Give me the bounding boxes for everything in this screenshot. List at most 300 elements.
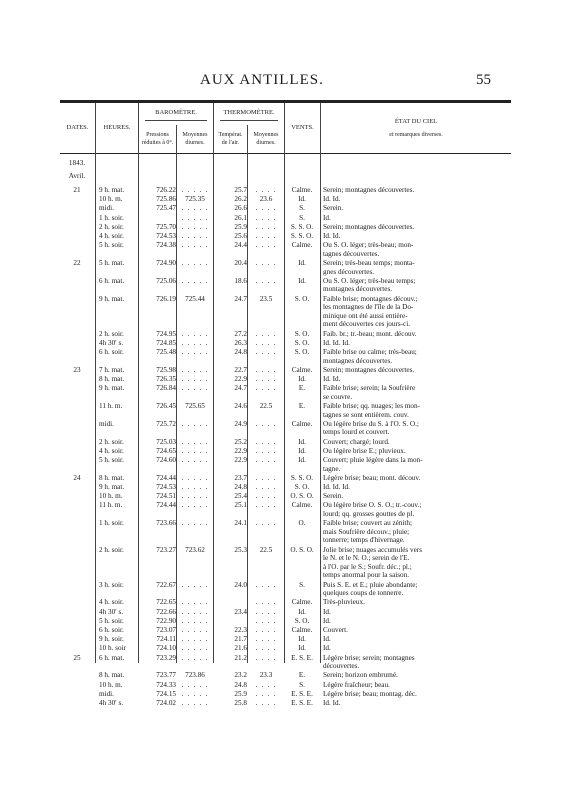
row-temp-mean: . . . .: [255, 375, 277, 383]
row-temperature: 25.1: [234, 501, 247, 510]
row-wind: Calme.: [291, 626, 313, 634]
row-hour: midi.: [99, 689, 114, 698]
row-pressure: 726.35: [156, 375, 176, 383]
row-pressure-mean: . . . . .: [181, 186, 209, 194]
row-pressure: 722.67: [156, 580, 176, 589]
row-temp-mean: 22.5: [259, 545, 273, 554]
row-state-line: montagnes découvertes.: [323, 285, 393, 294]
row-temperature: 22.9: [234, 456, 247, 464]
row-temp-mean: . . . .: [255, 456, 277, 464]
row-wind: Id.: [298, 195, 306, 204]
row-pressure: 724.53: [156, 483, 176, 491]
row-wind: Calme.: [291, 598, 313, 607]
row-state-line: Id. Id.: [323, 375, 341, 383]
row-temperature: 25.3: [234, 545, 247, 554]
row-hour: 11 h. m.: [99, 402, 123, 410]
row-hour: 11 h. m.: [99, 501, 123, 510]
header-etat: ÉTAT DU CIEL: [394, 118, 438, 125]
row-pressure-mean: . . . . .: [181, 607, 209, 616]
row-hour: 8 h. mat.: [99, 671, 125, 680]
row-pressure-mean: . . . . .: [181, 276, 209, 285]
row-pressure: 725.47: [156, 204, 176, 213]
row-temp-mean: . . . .: [255, 338, 277, 347]
row-pressure-mean: 725.44: [185, 294, 205, 303]
row-state-line: Id.: [323, 607, 331, 616]
row-temperature: 22.9: [234, 375, 247, 383]
row-wind: Calme.: [291, 241, 313, 250]
header-moyennes-t-2: diurnes.: [256, 140, 276, 146]
row-temperature: 21.6: [234, 644, 247, 653]
row-temp-mean: . . . .: [255, 241, 277, 250]
row-pressure: 724.85: [156, 338, 176, 347]
row-hour: 2 h. soir.: [99, 437, 124, 446]
row-date: 23: [73, 365, 81, 374]
page-number: 55: [476, 72, 491, 88]
row-pressure-mean: . . . . .: [181, 699, 209, 707]
header-pressions: Pressions: [146, 132, 169, 138]
row-temp-mean: . . . .: [255, 626, 277, 634]
row-wind: Id.: [298, 635, 306, 644]
row-pressure: 726.22: [156, 186, 176, 194]
row-temperature: 24.7: [234, 294, 247, 303]
header-pressions-2: réduites à 0°.: [141, 140, 174, 146]
row-pressure-mean: . . . . .: [181, 492, 209, 501]
row-temp-mean: . . . .: [255, 213, 277, 222]
row-pressure: 723.66: [156, 519, 176, 528]
row-state-line: Ou légère brise E.; pluvieux.: [323, 446, 406, 455]
row-temperature: 26.2: [234, 195, 247, 204]
row-wind: S. S. O.: [290, 232, 314, 240]
row-pressure-mean: . . . . .: [181, 446, 209, 455]
row-pressure: 726.19: [156, 294, 176, 303]
row-temperature: 24.7: [234, 384, 247, 393]
row-state-line: Faible brise; couvert au zénith;: [323, 519, 413, 528]
row-temperature: 24.9: [234, 419, 247, 428]
row-hour: 5 h. mat.: [99, 259, 125, 267]
thermometre-brace: [220, 120, 278, 121]
row-state-line: Ou légère brise du S. à l'O. S. O.;: [323, 419, 419, 428]
row-temperature: 23.7: [234, 473, 247, 482]
row-state-line: Faible brise; serein; la Soufrière: [323, 384, 416, 393]
row-pressure: 724.44: [156, 473, 176, 482]
row-state-line: Serein; montagnes découvertes.: [323, 186, 415, 194]
row-state-line: Serein.: [323, 204, 344, 213]
row-pressure-mean: . . . . .: [181, 626, 209, 634]
row-wind: S.: [299, 580, 305, 589]
header-temperat-2: de l'air.: [221, 140, 240, 146]
row-temp-mean: . . . .: [255, 473, 277, 482]
row-wind: S.: [299, 680, 305, 689]
row-wind: S. O.: [294, 483, 310, 491]
row-pressure: 726.45: [156, 402, 176, 410]
row-temperature: 25.4: [234, 492, 247, 501]
row-pressure-mean: . . . . .: [181, 580, 209, 589]
row-state-line: Id. Id. Id.: [323, 483, 350, 491]
row-state-line: Serein.: [323, 492, 344, 501]
row-wind: S. O.: [294, 616, 310, 625]
row-temp-mean: . . . .: [255, 446, 277, 455]
row-temp-mean: . . . .: [255, 580, 277, 589]
row-temp-mean: . . . .: [255, 699, 277, 707]
row-hour: 2 h. soir.: [99, 545, 124, 554]
row-temperature: 23.4: [234, 607, 247, 616]
row-date: 22: [73, 259, 81, 267]
row-hour: 2 h. soir.: [99, 222, 124, 231]
row-pressure: 724.11: [156, 635, 176, 644]
row-pressure: 723.77: [156, 671, 176, 680]
header-moyennes: Moyennes: [182, 132, 208, 138]
row-pressure-mean: . . . . .: [181, 519, 209, 528]
row-state-line: Légère brise; beau; mont. découv.: [323, 473, 421, 482]
row-temp-mean: . . . .: [255, 348, 277, 356]
row-pressure: 725.03: [156, 437, 176, 446]
row-hour: 6 h. soir.: [99, 348, 124, 356]
row-pressure-mean: . . . . .: [181, 213, 209, 222]
row-pressure-mean: . . . . .: [181, 259, 209, 267]
row-state-line: lourd; qq. grosses gouttes de pl.: [323, 510, 415, 518]
row-temperature: 22.7: [234, 365, 247, 374]
row-temperature: 24.8: [234, 348, 247, 356]
table-top-rule-2: [60, 102, 511, 103]
row-pressure-mean: 725.35: [185, 195, 205, 204]
row-temp-mean: . . . .: [255, 501, 277, 510]
row-pressure: 724.90: [156, 259, 176, 267]
row-wind: O. S. O.: [290, 545, 314, 554]
row-temp-mean: . . . .: [255, 222, 277, 231]
row-state-line: tagne.: [323, 464, 341, 473]
row-hour: 4h 30′ s.: [99, 607, 124, 616]
row-pressure-mean: . . . . .: [181, 680, 209, 689]
row-state-line: Id. Id. Id.: [323, 338, 350, 347]
row-hour: 10 h. soir: [99, 644, 126, 653]
row-wind: Id.: [298, 437, 306, 446]
row-hour: 4 h. soir.: [99, 446, 124, 455]
row-state-line: Serein; très-beau temps; monta-: [323, 259, 415, 267]
row-hour: 8 h. mat.: [99, 473, 125, 482]
row-temp-mean: . . . .: [255, 437, 277, 446]
row-pressure-mean: . . . . .: [181, 232, 209, 240]
row-wind: Id.: [298, 644, 306, 653]
row-temperature: 24.1: [234, 519, 247, 528]
row-state-line: Id. Id.: [323, 195, 341, 204]
row-temperature: 24.4: [234, 241, 247, 250]
row-pressure: 723.07: [156, 626, 176, 634]
row-pressure-mean: . . . . .: [181, 338, 209, 347]
row-temperature: 22.3: [234, 626, 247, 634]
row-hour: 4h 30′ s.: [99, 699, 124, 707]
row-wind: S.: [299, 204, 305, 213]
row-temperature: 26.6: [234, 204, 247, 213]
row-wind: Id.: [298, 259, 306, 267]
row-pressure: 724.95: [156, 329, 176, 338]
row-hour: 5 h. soir.: [99, 616, 124, 625]
row-pressure: 724.38: [156, 241, 176, 250]
row-temperature: 25.8: [234, 699, 247, 707]
row-temp-mean: . . . .: [255, 232, 277, 240]
row-hour: 6 h. soir.: [99, 626, 124, 634]
row-pressure: 725.48: [156, 348, 176, 356]
row-pressure-mean: 723.86: [185, 671, 205, 680]
row-pressure-mean: . . . . .: [181, 437, 209, 446]
row-pressure-mean: . . . . .: [181, 501, 209, 510]
row-wind: E.: [298, 671, 306, 680]
row-pressure-mean: . . . . .: [181, 473, 209, 482]
row-state-line: Id.: [323, 213, 331, 222]
row-wind: Id.: [298, 375, 306, 383]
row-pressure-mean: . . . . .: [181, 204, 209, 213]
row-hour: 7 h. mat.: [99, 365, 125, 374]
row-temperature: 22.9: [234, 446, 247, 455]
row-hour: midi.: [99, 419, 114, 428]
row-pressure: 724.44: [156, 501, 176, 510]
header-temperat: Températ.: [218, 132, 243, 138]
row-temp-mean: 23.5: [259, 294, 273, 303]
row-state-line: tagnes se sont entièrem. couv.: [323, 410, 409, 419]
row-wind: E.: [298, 402, 306, 410]
row-pressure: 724.53: [156, 232, 176, 240]
row-temperature: 27.2: [234, 329, 247, 338]
row-pressure: 726.84: [156, 384, 176, 393]
row-state-line: Légère fraîcheur; beau.: [323, 680, 390, 689]
row-wind: S. O.: [294, 348, 310, 356]
row-hour: 9 h. mat.: [99, 483, 125, 491]
row-state-line: ment découvertes ces jours-ci.: [323, 320, 411, 329]
row-wind: S. S. O.: [290, 473, 314, 482]
row-temperature: 25.9: [234, 689, 247, 698]
col-divider: [320, 103, 321, 663]
row-state-line: gnes découvertes.: [323, 267, 375, 276]
row-pressure-mean: . . . . .: [181, 329, 209, 338]
row-wind: Calme.: [291, 501, 313, 510]
row-state-line: tonnerre; temps d'hivernage.: [323, 536, 405, 545]
row-hour: 10 h. m.: [99, 492, 123, 501]
row-hour: 2 h. soir.: [99, 329, 124, 338]
row-temperature: 24.6: [234, 402, 247, 410]
row-hour: 9 h. mat.: [99, 186, 125, 194]
row-date: 21: [73, 186, 81, 194]
row-pressure-mean: . . . . .: [181, 483, 209, 491]
row-temperature: 20.4: [234, 259, 247, 267]
row-date: 24: [73, 473, 81, 482]
row-pressure-mean: . . . . .: [181, 384, 209, 393]
row-pressure: 724.51: [156, 492, 176, 501]
row-wind: S.: [299, 213, 305, 222]
row-temperature: 25.7: [234, 186, 247, 194]
row-temp-mean: . . . .: [255, 419, 277, 428]
row-state-line: Faible brise ou calme; très-beau;: [323, 348, 417, 356]
header-vents: VENTS.: [291, 124, 314, 131]
row-hour: 10 h. m.: [99, 680, 123, 689]
row-state-line: Id.: [323, 635, 331, 644]
row-temperature: 25.6: [234, 232, 247, 240]
row-wind: S. O.: [294, 329, 310, 338]
row-hour: midi.: [99, 204, 114, 213]
row-temperature: 26.3: [234, 338, 247, 347]
row-pressure-mean: . . . . .: [181, 241, 209, 250]
row-hour: 9 h. mat.: [99, 384, 125, 393]
row-temp-mean: 23.3: [259, 671, 273, 680]
row-hour: 6 h. mat.: [99, 653, 125, 662]
row-pressure-mean: . . . . .: [181, 365, 209, 374]
row-wind: O. S. O.: [290, 492, 314, 501]
row-pressure-mean: . . . . .: [181, 644, 209, 653]
row-hour: 6 h. mat.: [99, 276, 125, 285]
row-pressure-mean: . . . . .: [181, 616, 209, 625]
row-wind: Calme.: [291, 419, 313, 428]
row-pressure: 724.10: [156, 644, 176, 653]
row-state-line: découvertes.: [323, 662, 360, 671]
row-state-line: temps anormal pour la saison.: [323, 571, 410, 580]
row-wind: E. S. E.: [291, 689, 313, 698]
row-temp-mean: . . . .: [255, 329, 277, 338]
row-state-line: Couvert; chargé; lourd.: [323, 437, 390, 446]
row-hour: 4 h. soir.: [99, 232, 124, 240]
row-temp-mean: . . . .: [255, 598, 277, 607]
row-pressure-mean: . . . . .: [181, 653, 209, 662]
header-moyennes-t: Moyennes: [253, 132, 279, 138]
row-pressure: 725.98: [156, 365, 176, 374]
row-pressure: 722.66: [156, 607, 176, 616]
row-pressure-mean: . . . . .: [181, 222, 209, 231]
row-state-line: Id.: [323, 616, 331, 625]
row-state-line: les montagnes de l'île de la Do-: [323, 303, 414, 312]
row-temp-mean: . . . .: [255, 635, 277, 644]
header-barometre: BAROMÈTRE.: [155, 109, 197, 116]
row-state-line: à l'O. par le S.; Soufr. déc.; pl.;: [323, 562, 412, 571]
row-temp-mean: . . . .: [255, 616, 277, 625]
row-hour: 4h 30′ s.: [99, 338, 124, 347]
row-state-line: tagnes découvertes.: [323, 249, 380, 258]
month-label: Avril.: [68, 172, 86, 180]
row-wind: Id.: [298, 276, 306, 285]
row-temp-mean: 23.6: [259, 195, 273, 204]
row-pressure: 724.02: [156, 699, 176, 707]
row-state-line: se couvre.: [323, 392, 353, 401]
row-temp-mean: . . . .: [255, 653, 277, 662]
row-hour: 8 h. mat.: [99, 375, 125, 383]
row-state-line: Id. Id.: [323, 699, 341, 707]
running-title: AUX ANTILLES.: [200, 72, 324, 88]
row-state-line: Faible brise; qq. nuages; les mon-: [323, 402, 421, 410]
row-temperature: 21.2: [234, 653, 247, 662]
row-wind: Id.: [298, 446, 306, 455]
row-date: 25: [73, 653, 81, 662]
row-state-line: Ou légère brise O. S. O.; tr.-couv.;: [323, 501, 422, 510]
row-pressure: 722.65: [156, 598, 176, 607]
row-temp-mean: . . . .: [255, 689, 277, 698]
row-pressure-mean: . . . . .: [181, 456, 209, 464]
row-wind: S. S. O.: [290, 222, 314, 231]
running-head: [0, 72, 569, 92]
row-state-line: Faible brise; montagnes découv.;: [323, 294, 418, 303]
row-hour: 3 h. soir.: [99, 580, 124, 589]
row-hour: 5 h. soir.: [99, 456, 124, 464]
row-temperature: 25.2: [234, 437, 247, 446]
row-state-line: Id. Id.: [323, 232, 341, 240]
row-temp-mean: . . . .: [255, 276, 277, 285]
row-temperature: 18.6: [234, 276, 247, 285]
header-heures: HEURES.: [103, 124, 131, 131]
row-state-line: Serein; montagnes découvertes.: [323, 222, 415, 231]
row-pressure: 724.65: [156, 446, 176, 455]
row-wind: E.: [298, 384, 306, 393]
row-state-line: minique ont été aussi entière-: [323, 311, 408, 320]
row-state-line: le N. et le N. O.; serein de l'E.: [323, 554, 410, 563]
row-temp-mean: . . . .: [255, 384, 277, 393]
barometre-brace: [145, 120, 207, 121]
row-hour: 4 h. soir.: [99, 598, 124, 607]
row-temp-mean: . . . .: [255, 186, 277, 194]
row-temp-mean: . . . .: [255, 519, 277, 528]
row-pressure: 725.86: [156, 195, 176, 204]
row-temp-mean: . . . .: [255, 365, 277, 374]
row-wind: E. S. E.: [291, 653, 313, 662]
row-state-line: Ou S. O. léger; très-beau temps;: [323, 276, 416, 285]
header-dates: DATES.: [66, 124, 89, 131]
row-pressure-mean: . . . . .: [181, 348, 209, 356]
row-state-line: Couvert.: [323, 626, 348, 634]
row-pressure: 725.70: [156, 222, 176, 231]
row-temp-mean: . . . .: [255, 607, 277, 616]
header-etat-2: et remarques diverses.: [389, 132, 443, 138]
row-state-line: Id.: [323, 644, 331, 653]
row-state-line: Puis S. E. et E.; pluie abondante;: [323, 580, 418, 589]
row-state-line: temps lourd et couvert.: [323, 428, 390, 437]
row-pressure-mean: . . . . .: [181, 598, 209, 607]
row-wind: S. O.: [294, 294, 310, 303]
row-temp-mean: 22.5: [259, 402, 273, 410]
row-pressure-mean: . . . . .: [181, 689, 209, 698]
row-temperature: 24.0: [234, 580, 247, 589]
row-wind: Id.: [298, 607, 306, 616]
row-pressure-mean: . . . . .: [181, 635, 209, 644]
row-hour: 9 h. mat.: [99, 294, 125, 303]
row-pressure: 725.72: [156, 419, 176, 428]
row-wind: O.: [298, 519, 306, 528]
row-temperature: 23.2: [234, 671, 247, 680]
row-state-line: Faib. br.; tr.-beau; mont. découv.: [323, 329, 417, 338]
row-temp-mean: . . . .: [255, 483, 277, 491]
year-label: 1843.: [68, 159, 86, 167]
row-state-line: Serein; horizon embrumé.: [323, 671, 398, 680]
row-hour: 10 h. m.: [99, 195, 123, 204]
row-state-line: montagnes découvertes.: [323, 356, 393, 365]
row-temperature: 26.1: [234, 213, 247, 222]
row-temp-mean: . . . .: [255, 259, 277, 267]
row-hour: 1 h. soir.: [99, 519, 124, 528]
row-wind: Calme.: [291, 365, 313, 374]
row-temperature: 24.8: [234, 680, 247, 689]
row-pressure: 724.15: [156, 689, 176, 698]
row-temperature: 25.9: [234, 222, 247, 231]
row-state-line: quelques coups de tonnerre.: [323, 589, 404, 598]
row-pressure: 723.29: [156, 653, 176, 662]
row-state-line: Serein; montagnes découvertes.: [323, 365, 415, 374]
header-moyennes-2: diurnes.: [185, 140, 205, 146]
row-temp-mean: . . . .: [255, 644, 277, 653]
row-wind: S. O.: [294, 338, 310, 347]
row-temp-mean: . . . .: [255, 492, 277, 501]
row-state-line: Très-pluvieux.: [323, 598, 365, 607]
row-wind: E. S. E.: [291, 699, 313, 707]
row-hour: 5 h. soir.: [99, 241, 124, 250]
row-pressure: 724.60: [156, 456, 176, 464]
header-thermometre: THERMOMÈTRE.: [223, 109, 275, 116]
row-state-line: Jolie brise; nuages accumulés vers: [323, 545, 422, 554]
row-wind: Id.: [298, 456, 306, 464]
row-pressure: 725.06: [156, 276, 176, 285]
row-state-line: Ou S. O. léger; très-beau; mon-: [323, 241, 414, 250]
